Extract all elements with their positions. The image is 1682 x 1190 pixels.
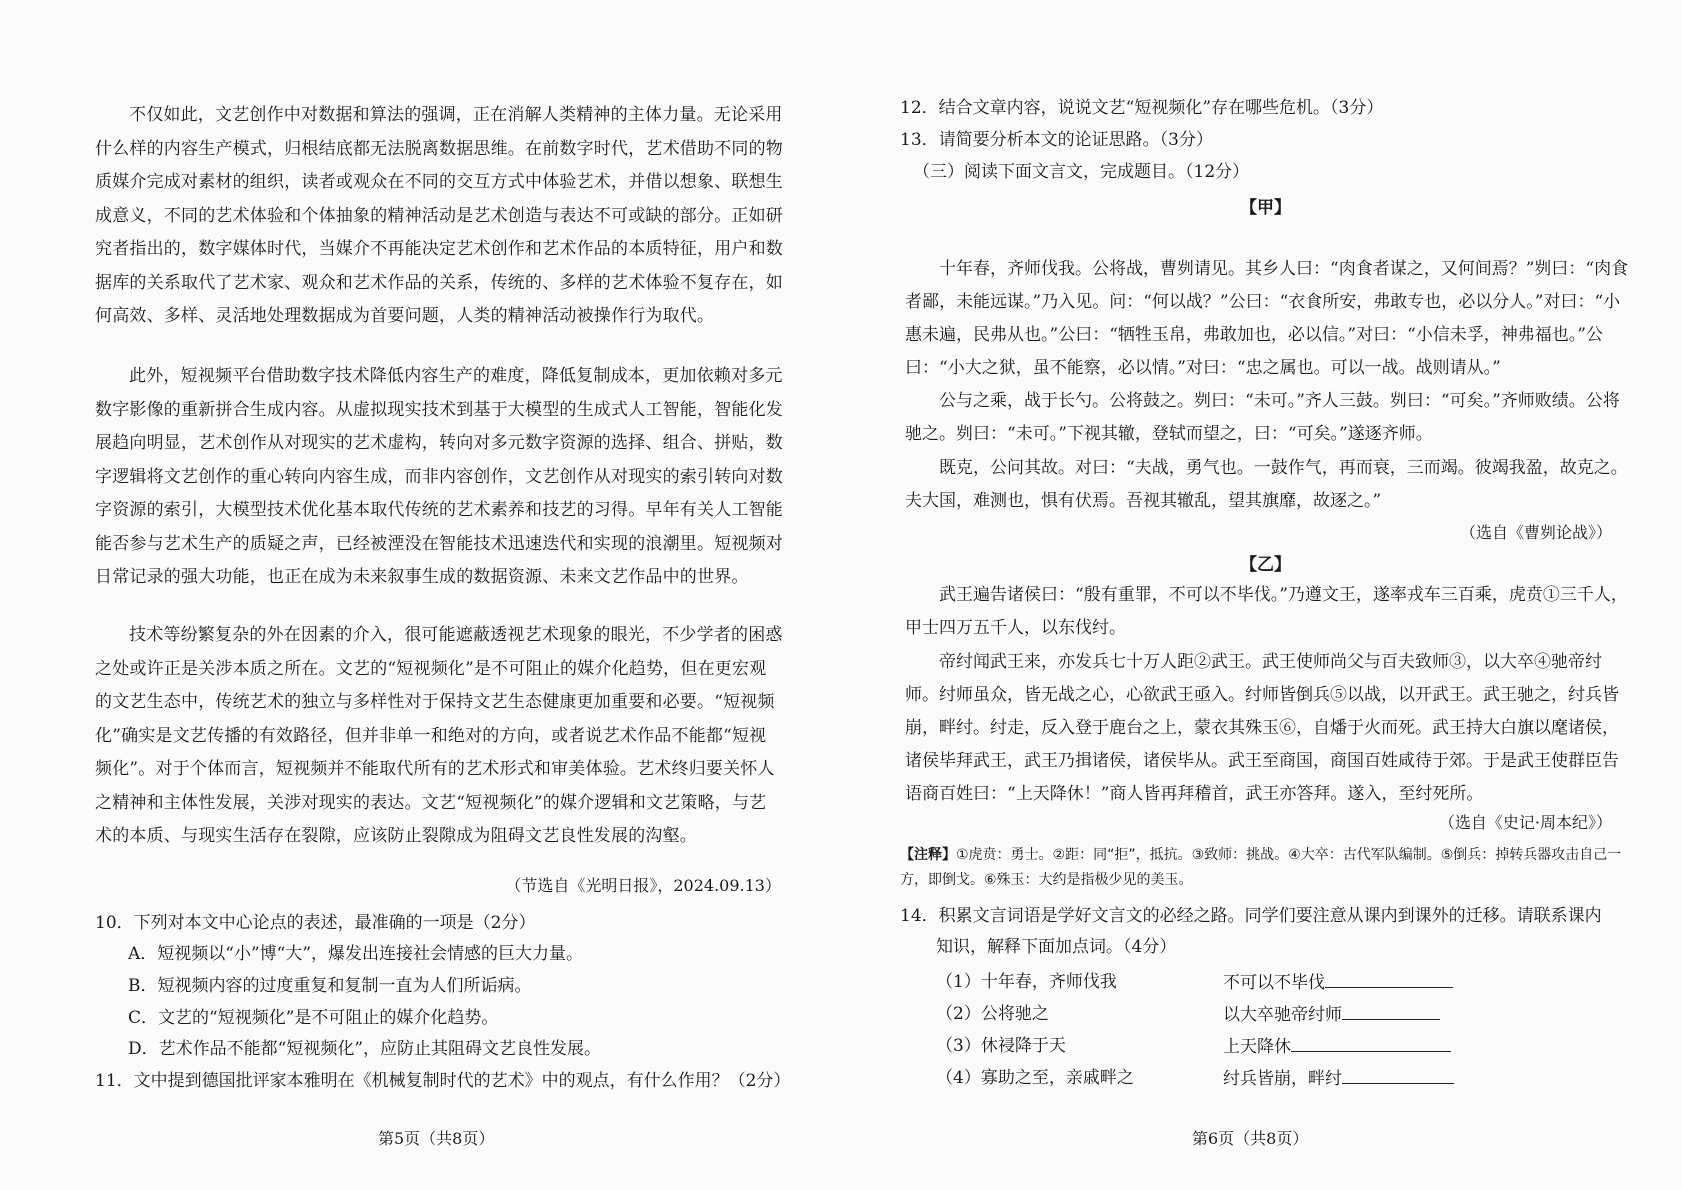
answer-blank[interactable] — [1342, 1065, 1454, 1084]
page-number: 第5页（共8页） — [378, 1129, 495, 1148]
question-11: 11．文中提到德国批评家本雅明在《机械复制时代的艺术》中的观点，有什么作用？（2分） — [95, 1071, 791, 1091]
article-paragraph: 技术等纷繁复杂的外在因素的介入，很可能遮蔽透视艺术现象的眼光，不少学者的困惑之处或许正是关涉本质之所在。文艺的“短视频化”是不可阻止的媒介化趋势，但在更宏观的文艺生态中，传统艺术的独立与多样性对于保持文艺生态健康更加重要和必要。“短视频化”确实是文艺传播的有效路径，但并非单一和绝对的方向，或者说艺术作品不能都“短视频化”。对于个体而言，短视频并不能取代所有的艺术形式和审美体验。艺术终归要关怀人之精神和主体性发展，关涉对现实的表达。文艺“短视频化”的媒介逻辑和文艺策略，与艺术的本质、与现实生活存在裂隙，应该防止裂隙成为阻碍文艺良性发展的沟壑。 — [95, 625, 783, 846]
question-10: 10．下列对本文中心论点的表述，最准确的一项是（2分） — [95, 913, 536, 933]
passage-jia-paragraph: 十年春，齐师伐我。公将战，曹刿请见。其乡人曰：“肉食者谋之，又何间焉？”刿曰：“肉食者鄙，未能远谋。”乃入见。问：“何以战？”公曰：“衣食所安，弗敢专也，必以分人。”对曰：“小惠未遍，民弗从也。”公曰：“牺牲玉帛，弗敢加也，必以信。”对曰：“小信未孚，神弗福也。”公曰：“小大之狱，虽不能察，必以情。”对曰：“忠之属也。可以一战。战则请从。” — [905, 259, 1629, 378]
question-10-option-b: B．短视频内容的过度重复和复制一直为人们所诟病。 — [128, 976, 532, 996]
q14-item-1-left: （1）十年春，齐师伐我 — [936, 972, 1117, 992]
answer-blank[interactable] — [1342, 1001, 1440, 1020]
passage-jia-paragraph: 公与之乘，战于长勺。公将鼓之。刿曰：“未可。”齐人三鼓。刿曰：“可矣。”齐师败绩。公将驰之。刿曰：“未可。”下视其辙，登轼而望之，曰：“可矣。”遂逐齐师。 — [905, 391, 1620, 444]
annotations-text: ①虎贲：勇士。②距：同“拒”，抵抗。③致师：挑战。④大卒：古代军队编制。⑤倒兵：掉转兵器攻击自己一方，即倒戈。⑥殊玉：大约是指极少见的美玉。 — [900, 847, 1622, 888]
question-10-option-a: A．短视频以“小”博“大”，爆发出连接社会情感的巨大力量。 — [128, 944, 584, 964]
question-10-option-c: C．文艺的“短视频化”是不可阻止的媒介化趋势。 — [128, 1008, 499, 1028]
passage-jia-title: 【甲】 — [1240, 198, 1291, 218]
question-12: 12．结合文章内容，说说文艺“短视频化”存在哪些危机。（3分） — [900, 98, 1384, 118]
passage-yi-paragraph: 帝纣闻武王来，亦发兵七十万人距②武王。武王使师尚父与百夫致师③，以大卒④驰帝纣师。纣师虽众，皆无战之心，心欲武王亟入。纣师皆倒兵⑤以战，以开武王。武王驰之，纣兵皆崩，畔纣。纣走，反入登于鹿台之上，蒙衣其殊玉⑥，自燔于火而死。武王持大白旗以麾诸侯，诸侯毕拜武王，武王乃揖诸侯，诸侯毕从。武王至商国，商国百姓咸待于郊。于是武王使群臣告语商百姓曰：“上天降休！”商人皆再拜稽首，武王亦答拜。遂入，至纣死所。 — [905, 652, 1619, 804]
q14-item-1-right: 不可以不毕伐 — [1223, 969, 1453, 996]
q14-item-4-right: 纣兵皆崩，畔纣 — [1223, 1065, 1454, 1092]
question-14: 14．积累文言词语是学好文言文的必经之路。同学们要注意从课内到课外的迁移。请联系课内 — [900, 906, 1602, 926]
passage-jia-paragraph: 既克，公问其故。对曰：“夫战，勇气也。一鼓作气，再而衰，三而竭。彼竭我盈，故克之。夫大国，难测也，惧有伏焉。吾视其辙乱，望其旗靡，故逐之。” — [905, 458, 1628, 511]
q14-item-2-left: （2）公将驰之 — [936, 1004, 1049, 1024]
q14-item-3-right: 上天降休 — [1223, 1033, 1451, 1060]
article-paragraph: 不仅如此，文艺创作中对数据和算法的强调，正在消解人类精神的主体力量。无论采用什么样的内容生产模式，归根结底都无法脱离数据思维。在前数字时代，艺术借助不同的物质媒介完成对素材的组织，读者或观众在不同的交互方式中体验艺术，并借以想象、联想生成意义，不同的艺术体验和个体抽象的精神活动是艺术创造与表达不可或缺的部分。正如研究者指出的，数字媒体时代，当媒介不再能决定艺术创作和艺术作品的本质特征，用户和数据库的关系取代了艺术家、观众和艺术作品的关系，传统的、多样的艺术体验不复存在，如何高效、多样、灵活地处理数据成为首要问题，人类的精神活动被操作行为取代。 — [95, 105, 783, 326]
passage-yi-title: 【乙】 — [1240, 555, 1291, 575]
question-10-option-d: D．艺术作品不能都“短视频化”，应防止其阻碍文艺良性发展。 — [128, 1039, 602, 1059]
passage-yi-paragraph: 武王遍告诸侯曰：“殷有重罪，不可以不毕伐。”乃遵文王，遂率戎车三百乘，虎贲①三千人，甲士四万五千人，以东伐纣。 — [905, 585, 1628, 638]
question-13: 13．请简要分析本文的论证思路。（3分） — [900, 130, 1213, 150]
annotations — [900, 843, 1640, 893]
page-6 — [841, 0, 1682, 1190]
q14-item-3-left: （3）休祲降于天 — [936, 1036, 1066, 1056]
page-number: 第6页（共8页） — [1192, 1129, 1309, 1148]
q14-item-4-left: （4）寡助之至，亲戚畔之 — [936, 1068, 1134, 1088]
article-source: （节选自《光明日报》，2024.09.13） — [505, 876, 781, 895]
article-paragraph: 此外，短视频平台借助数字技术降低内容生产的难度，降低复制成本，更加依赖对多元数字影像的重新拼合生成内容。从虚拟现实技术到基于大模型的生成式人工智能，智能化发展趋向明显，艺术创作从对现实的艺术虚构，转向对多元数字资源的选择、组合、拼贴，数字逻辑将文艺创作的重心转向内容生成，而非内容创作，文艺创作从对现实的索引转向对数字资源的索引，大模型技术优化基本取代传统的艺术素养和技艺的习得。早年有关人工智能能否参与艺术生产的质疑之声，已经被湮没在智能技术迅速迭代和实现的浪潮里。短视频对日常记录的强大功能，也正在成为未来叙事生成的数据资源、未来文艺作品中的世界。 — [95, 366, 783, 587]
passage-jia-source: （选自《曹刿论战》） — [1459, 523, 1612, 542]
question-14-continued: 知识，解释下面加点词。（4分） — [936, 937, 1177, 957]
q14-item-2-right: 以大卒驰帝纣师 — [1223, 1001, 1440, 1028]
answer-blank[interactable] — [1291, 1033, 1451, 1052]
passage-yi-source: （选自《史记·周本纪》） — [1438, 813, 1612, 832]
answer-blank[interactable] — [1325, 969, 1453, 988]
annotations-label: 【注释】 — [900, 847, 956, 863]
section-3-heading: （三）阅读下面文言文，完成题目。（12分） — [913, 162, 1250, 182]
